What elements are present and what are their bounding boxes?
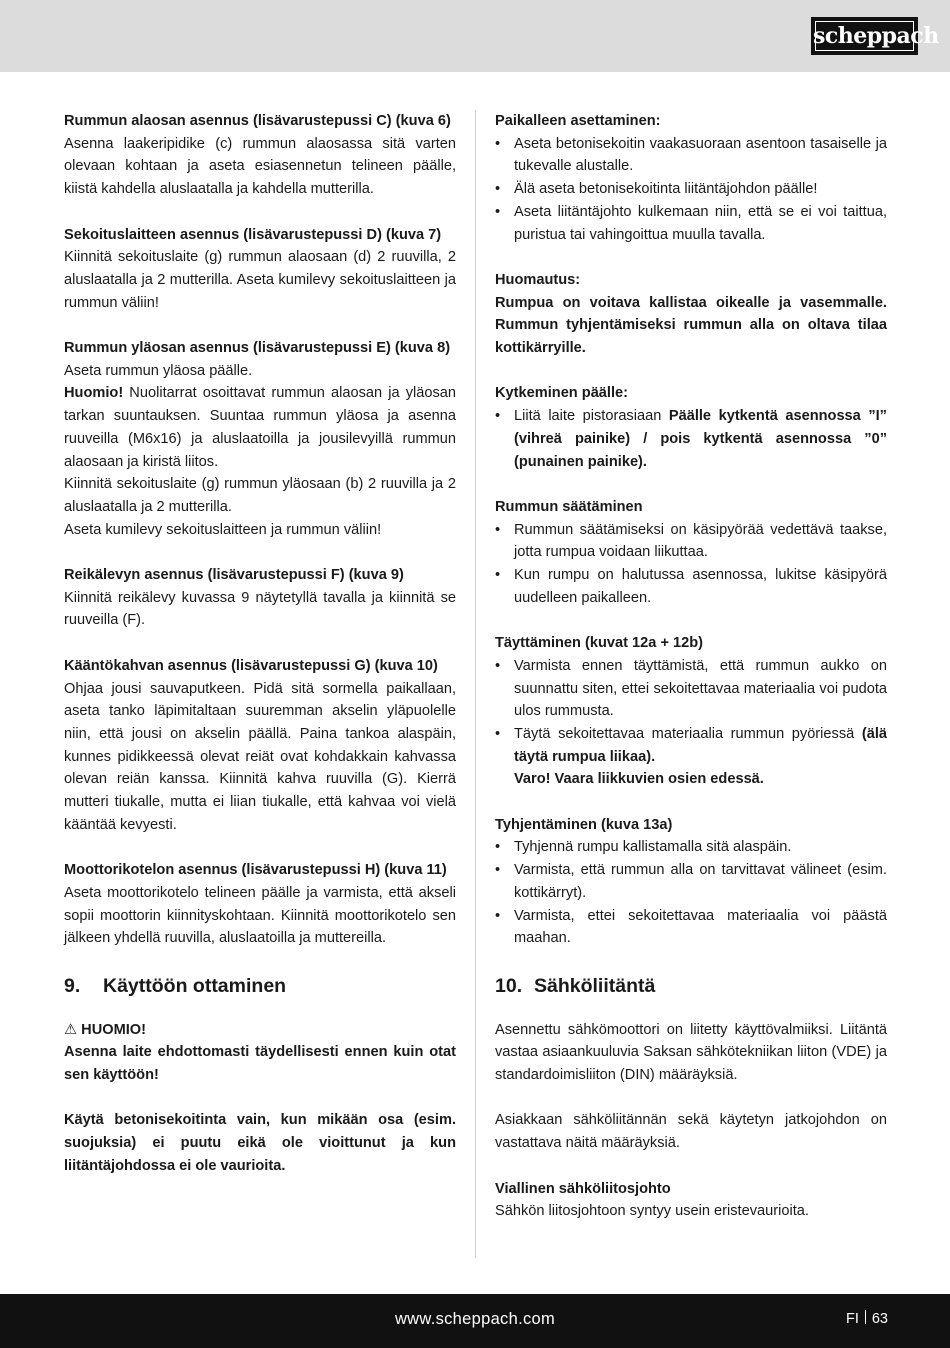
list-item-text: Tyhjennä rumpu kallistamalla sitä alaspäin.	[514, 839, 792, 856]
section-heading: Reikälevyn asennus (lisävarustepussi F) (kuva 9)	[64, 567, 404, 584]
section-heading: Viallinen sähköliitosjohto	[495, 1180, 671, 1197]
list-item: • Rummun säätämiseksi on käsipyörää vedettävä taakse, jotta rumpua voidaan liikuttaa.	[495, 521, 887, 561]
page-number: 63	[871, 1311, 888, 1327]
warning-icon: ⚠	[64, 1021, 78, 1038]
electrical-paragraph-2	[495, 1109, 887, 1154]
section-placement	[495, 110, 887, 246]
list-item-warning: Varo! Vaara liikkuvien osien edessä.	[514, 771, 764, 788]
section-heading: Moottorikotelon asennus (lisävarustepussi H) (kuva 11)	[64, 862, 447, 879]
section-body: Sähkön liitosjohtoon syntyy usein eristevaurioita.	[495, 1203, 809, 1220]
page-footer	[0, 1294, 950, 1348]
section-perforated-plate	[64, 564, 456, 632]
chapter-title: Sähköliitäntä	[534, 974, 656, 997]
list-item-text: Varmista, että rummun alla on tarvittavat välineet (esim. kottikärryt).	[514, 862, 887, 901]
section-note	[64, 382, 456, 473]
list-item-text: Kun rumpu on halutussa asennossa, lukitse käsipyörä uudelleen paikalleen.	[514, 567, 887, 606]
section-heading: Sekoituslaitteen asennus (lisävarustepussi D) (kuva 7)	[64, 226, 442, 243]
section-emptying	[495, 814, 887, 950]
warning-text: Käytä betonisekoitinta vain, kun mikään osa (esim. suojuksia) ei puutu eikä ole vioittunut ja kun liitäntäjohdossa ei ole vaurioita.	[64, 1112, 456, 1174]
section-body: Kiinnitä sekoituslaite (g) rummun alaosaan (d) 2 ruuvilla, 2 aluslaatalla ja 2 mutterilla. Aseta kumilevy sekoituslaitteen ja rummun väliin!	[64, 249, 456, 311]
paragraph: Asiakkaan sähköliitännän sekä käytetyn jatkojohdon on vastattava näitä määräyksiä.	[495, 1112, 887, 1152]
list-item: • Varmista, että rummun alla on tarvittavat välineet (esim. kottikärryt).	[495, 862, 887, 901]
warning-text: Asenna laite ehdottomasti täydellisesti ennen kuin otat sen käyttöön!	[64, 1044, 456, 1084]
chapter-number: 10.	[495, 974, 523, 997]
list-item: • Liitä laite pistorasiaan Päälle kytkentä asennossa ”I” (vihreä painike) / pois kytkentä asennossa ”0” (punainen painike).	[495, 408, 887, 470]
page-separator	[865, 1310, 866, 1324]
list-item: • Varmista, ettei sekoitettavaa materiaalia voi päästä maahan.	[495, 907, 887, 947]
bullet-list	[495, 655, 887, 791]
section-faulty-cable	[495, 1178, 887, 1223]
list-item: • Aseta liitäntäjohto kulkemaan niin, että se ei voi taittua, puristua tai vahingoittua muulla tavalla.	[495, 203, 887, 243]
scheppach-logo	[811, 17, 939, 55]
chapter-heading-9	[64, 973, 456, 999]
warning-label: HUOMIO!	[81, 1021, 147, 1038]
bullet-list	[495, 133, 887, 247]
section-heading: Tyhjentäminen (kuva 13a)	[495, 816, 673, 833]
chapter-title: Käyttöön ottaminen	[103, 974, 287, 997]
section-drum-upper	[64, 337, 456, 541]
chapter-number: 9.	[64, 974, 81, 997]
section-heading: Rummun alaosan asennus (lisävarustepussi C) (kuva 6)	[64, 113, 451, 129]
list-item-text: Aseta liitäntäjohto kulkemaan niin, että se ei voi taittua, puristua tai vahingoittua muulla tavalla.	[514, 203, 887, 243]
right-column	[495, 110, 887, 1246]
section-heading: Huomautus:	[495, 271, 581, 288]
section-body: Aseta kumilevy sekoituslaitteen ja rummun väliin!	[64, 521, 382, 538]
list-item: • Tyhjennä rumpu kallistamalla sitä alaspäin.	[495, 839, 792, 856]
section-motor-housing	[64, 859, 456, 950]
list-item-text: Rummun säätämiseksi on käsipyörää vedettävä taakse, jotta rumpua voidaan liikuttaa.	[514, 521, 887, 561]
section-filling	[495, 632, 887, 791]
chapter-heading-10	[495, 973, 887, 999]
page-indicator	[846, 1308, 888, 1330]
list-item-text: Täytä sekoitettavaa materiaalia rummun pyöriessä	[514, 725, 862, 742]
section-body: Kiinnitä reikälevy kuvassa 9 näytetyllä tavalla ja kiinnitä se ruuveilla (F).	[64, 589, 456, 629]
list-item-text: Aseta betonisekoitin vaakasuoraan asentoon tasaiselle ja tukevalle alustalle.	[514, 135, 887, 175]
list-item-text: Varmista, ettei sekoitettavaa materiaalia voi päästä maahan.	[514, 907, 887, 947]
logo-text: scheppach	[813, 23, 939, 49]
section-switching-on	[495, 382, 887, 473]
section-heading: Paikalleen asettaminen:	[495, 113, 661, 129]
section-heading: Kääntökahvan asennus (lisävarustepussi G) (kuva 10)	[64, 657, 438, 674]
section-drum-lower	[64, 110, 456, 201]
list-item: • Varmista ennen täyttämistä, että rummun aukko on suunnattu siten, ettei sekoitettavaa materiaalia voi pudota ulos rummusta.	[495, 657, 887, 720]
column-divider	[475, 110, 476, 1258]
section-body: Ohjaa jousi sauvaputkeen. Pidä sitä sormella paikallaan, aseta tanko läpimitaltaan suuremman akselin yläpuolelle niin, että jousi on akselin päällä. Paina tankoa alaspäin, kunnes pidikkeessä olevat reiät ovat kohdakkain kahvassa olevan reiän kanssa. Kiinnitä kahva ruuvilla (G). Kierrä mutteri tiukalle, mutta ei liian tiukalle, että kahvaa voi vielä kääntää kevyesti.	[64, 680, 456, 833]
note-text: Nuolitarrat osoittavat rummun alaosan ja yläosan tarkan suuntauksen. Suuntaa rummun yläosa ja asenna ruuveilla (M6x16) ja aluslaatoilla ja jousilevyillä rummun alaosaan ja kiristä liitos.	[64, 385, 456, 470]
list-item-text: Liitä laite pistorasiaan	[514, 408, 669, 425]
section-body: Aseta rummun yläosa päälle.	[64, 362, 253, 379]
section-note	[495, 269, 887, 360]
section-body: Asenna laakeripidike (c) rummun alaosassa sitä varten olevaan kohtaan ja aseta esiasennetun telineen päälle, kiistä kahdella aluslaatalla ja kahdella mutterilla.	[64, 135, 456, 198]
page-header	[0, 0, 950, 72]
section-body: Kiinnitä sekoituslaite (g) rummun yläosaan (b) 2 ruuvilla ja 2 aluslaatalla ja 2 mutterilla.	[64, 476, 456, 515]
bullet-list	[495, 405, 887, 473]
section-mixer	[64, 224, 456, 315]
list-item-bold: (älä täytä rumpua liikaa).	[514, 725, 887, 765]
section-heading: Rummun säätäminen	[495, 498, 643, 515]
section-body: Aseta moottorikotelo telineen päälle ja varmista, että akseli sopii moottorin kiinnityskohtaan. Kiinnitä moottorikotelo sen jälkeen yhdellä ruuvilla, aluslaatoilla ja muttereilla.	[64, 884, 456, 947]
warning-block	[64, 1019, 456, 1087]
language-code: FI	[845, 1311, 859, 1327]
list-item: • Kun rumpu on halutussa asennossa, lukitse käsipyörä uudelleen paikalleen.	[495, 567, 887, 606]
warning-block-2	[64, 1109, 456, 1177]
list-item: • Aseta betonisekoitin vaakasuoraan asentoon tasaiselle ja tukevalle alustalle.	[495, 135, 887, 175]
section-heading: Kytkeminen päälle:	[495, 385, 629, 402]
list-item-bold: Päälle kytkentä asennossa ”I” (vihreä painike) / pois kytkentä asennossa ”0” (punainen painike).	[514, 408, 887, 470]
note-label: Huomio!	[64, 385, 124, 402]
electrical-paragraph-1	[495, 1019, 887, 1087]
section-handle	[64, 655, 456, 837]
list-item-text: Älä aseta betonisekoitinta liitäntäjohdon päälle!	[514, 181, 818, 198]
logo-frame	[815, 21, 914, 51]
bullet-list	[495, 519, 887, 610]
bullet-list	[495, 836, 887, 950]
section-drum-adjust	[495, 496, 887, 610]
section-heading: Täyttäminen (kuvat 12a + 12b)	[495, 635, 704, 652]
paragraph: Asennettu sähkömoottori on liitetty käyttövalmiiksi. Liitäntä vastaa asiaankuuluvia Saksan sähkötekniikan liiton (VDE) ja standardoimisliiton (DIN) määräyksiä.	[495, 1021, 887, 1084]
left-column	[64, 110, 456, 1200]
section-body: Rumpua on voitava kallistaa oikealle ja vasemmalle. Rummun tyhjentämiseksi rummun alla on oltava tilaa kottikärryille.	[495, 294, 887, 357]
warning-title	[64, 1019, 456, 1042]
section-heading: Rummun yläosan asennus (lisävarustepussi E) (kuva 8)	[64, 340, 451, 356]
list-item: • Täytä sekoitettavaa materiaalia rummun pyöriessä (älä täytä rumpua liikaa). Varo! Vaara liikkuvien osien edessä.	[495, 725, 887, 788]
list-item-text: Varmista ennen täyttämistä, että rummun aukko on suunnattu siten, ettei sekoitettavaa materiaalia voi pudota ulos rummusta.	[514, 657, 887, 720]
website-url: www.scheppach.com	[394, 1310, 556, 1328]
list-item: • Älä aseta betonisekoitinta liitäntäjohdon päälle!	[495, 181, 818, 198]
